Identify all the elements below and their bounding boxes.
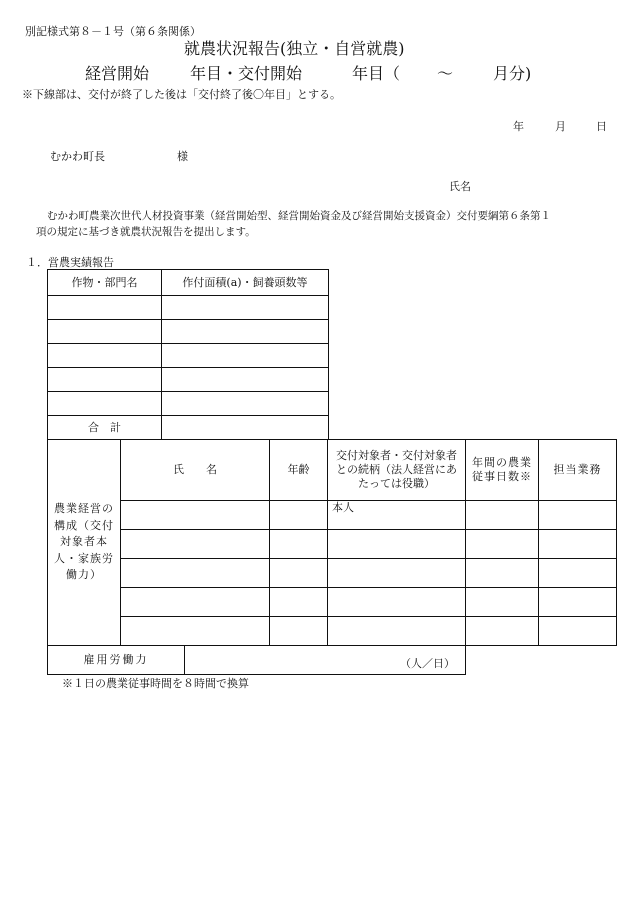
body-text-line1: むかわ町農業次世代人材投資事業（経営開始型、経営開始資金及び経営開始支援資金）交付要綱第６条第１ [47,210,551,222]
applicant-name-label: 氏名 [449,180,471,193]
labor-table [47,439,617,646]
crop-name-cell[interactable] [48,320,162,344]
labor-age-cell[interactable] [270,559,328,588]
crop-header-name: 作物・部門名 [48,270,162,296]
crop-table-header [48,270,329,296]
underline-note: ※下線部は、交付が終了した後は「交付終了後〇年目」とする。 [22,88,341,101]
labor-header-age: 年齢 [270,440,328,501]
date-year-label: 年 [513,120,524,133]
labor-header-relation: 交付対象者・交付対象者との続柄（法人経営にあたっては役職） [328,440,466,501]
crop-total-label: 合 計 [48,416,162,440]
employment-value-cell[interactable] [185,646,466,675]
labor-header-duties: 担当業務 [539,440,617,501]
body-text-line2: 項の規定に基づき就農状況報告を提出します。 [36,226,256,238]
labor-relation-cell[interactable]: 本人 [328,501,466,530]
labor-age-cell[interactable] [270,617,328,646]
labor-header-days: 年間の農業従事日数※ [466,440,539,501]
table-row [48,501,617,530]
employment-label: 雇用労働力 [48,646,185,675]
labor-duties-cell[interactable] [539,530,617,559]
labor-side-label: 農業経営の構成（交付対象者本人・家族労働力） [48,440,121,646]
labor-header-name: 氏 名 [121,440,270,501]
labor-name-cell[interactable] [121,617,270,646]
date-day-label: 日 [596,120,607,133]
form-number: 別記様式第８－１号（第６条関係） [25,25,201,38]
labor-name-cell[interactable] [121,559,270,588]
footnote: ※１日の農業従事時間を８時間で換算 [62,677,249,690]
subtitle-start-label: 経営開始 [85,64,150,83]
crop-area-cell[interactable] [162,344,329,368]
labor-relation-cell[interactable] [328,617,466,646]
labor-table-header [48,440,617,501]
labor-duties-cell[interactable] [539,617,617,646]
labor-days-cell[interactable] [466,559,539,588]
labor-name-cell[interactable] [121,530,270,559]
table-row [48,530,617,559]
subtitle-year-label-1: 年目・交付開始 [190,64,303,83]
crop-name-cell[interactable] [48,296,162,320]
labor-days-cell[interactable] [466,588,539,617]
labor-relation-cell[interactable] [328,530,466,559]
table-row [48,320,329,344]
crop-name-cell[interactable] [48,344,162,368]
crop-area-cell[interactable] [162,296,329,320]
crop-table [47,269,329,440]
labor-duties-cell[interactable] [539,559,617,588]
labor-name-cell[interactable] [121,588,270,617]
crop-area-cell[interactable] [162,368,329,392]
labor-age-cell[interactable] [270,530,328,559]
labor-days-cell[interactable] [466,501,539,530]
table-row [48,588,617,617]
crop-total-row [48,416,329,440]
crop-name-cell[interactable] [48,368,162,392]
labor-duties-cell[interactable] [539,588,617,617]
labor-relation-cell[interactable] [328,559,466,588]
employment-table [47,645,466,675]
labor-days-cell[interactable] [466,530,539,559]
table-row [48,368,329,392]
employment-unit: （人／日） [400,657,455,671]
crop-area-cell[interactable] [162,392,329,416]
table-row [48,617,617,646]
employment-row [48,646,466,675]
crop-area-cell[interactable] [162,320,329,344]
crop-total-value-cell[interactable] [162,416,329,440]
labor-age-cell[interactable] [270,501,328,530]
labor-duties-cell[interactable] [539,501,617,530]
page-title: 就農状況報告(独立・自営就農) [184,39,405,58]
labor-name-cell[interactable] [121,501,270,530]
subtitle-year-label-2: 年目（ [352,64,401,83]
table-row [48,296,329,320]
labor-age-cell[interactable] [270,588,328,617]
subtitle-tilde: ～ [437,64,454,83]
subtitle-month-label: 月分) [493,64,532,83]
labor-relation-cell[interactable] [328,588,466,617]
table-row [48,392,329,416]
table-row [48,559,617,588]
section1-heading: １．営農実績報告 [26,256,114,269]
crop-name-cell[interactable] [48,392,162,416]
addressee-honorific: 様 [177,150,188,163]
crop-header-area: 作付面積(a)・飼養頭数等 [162,270,329,296]
table-row [48,344,329,368]
addressee-name: むかわ町長 [50,150,105,163]
labor-days-cell[interactable] [466,617,539,646]
date-month-label: 月 [555,120,566,133]
